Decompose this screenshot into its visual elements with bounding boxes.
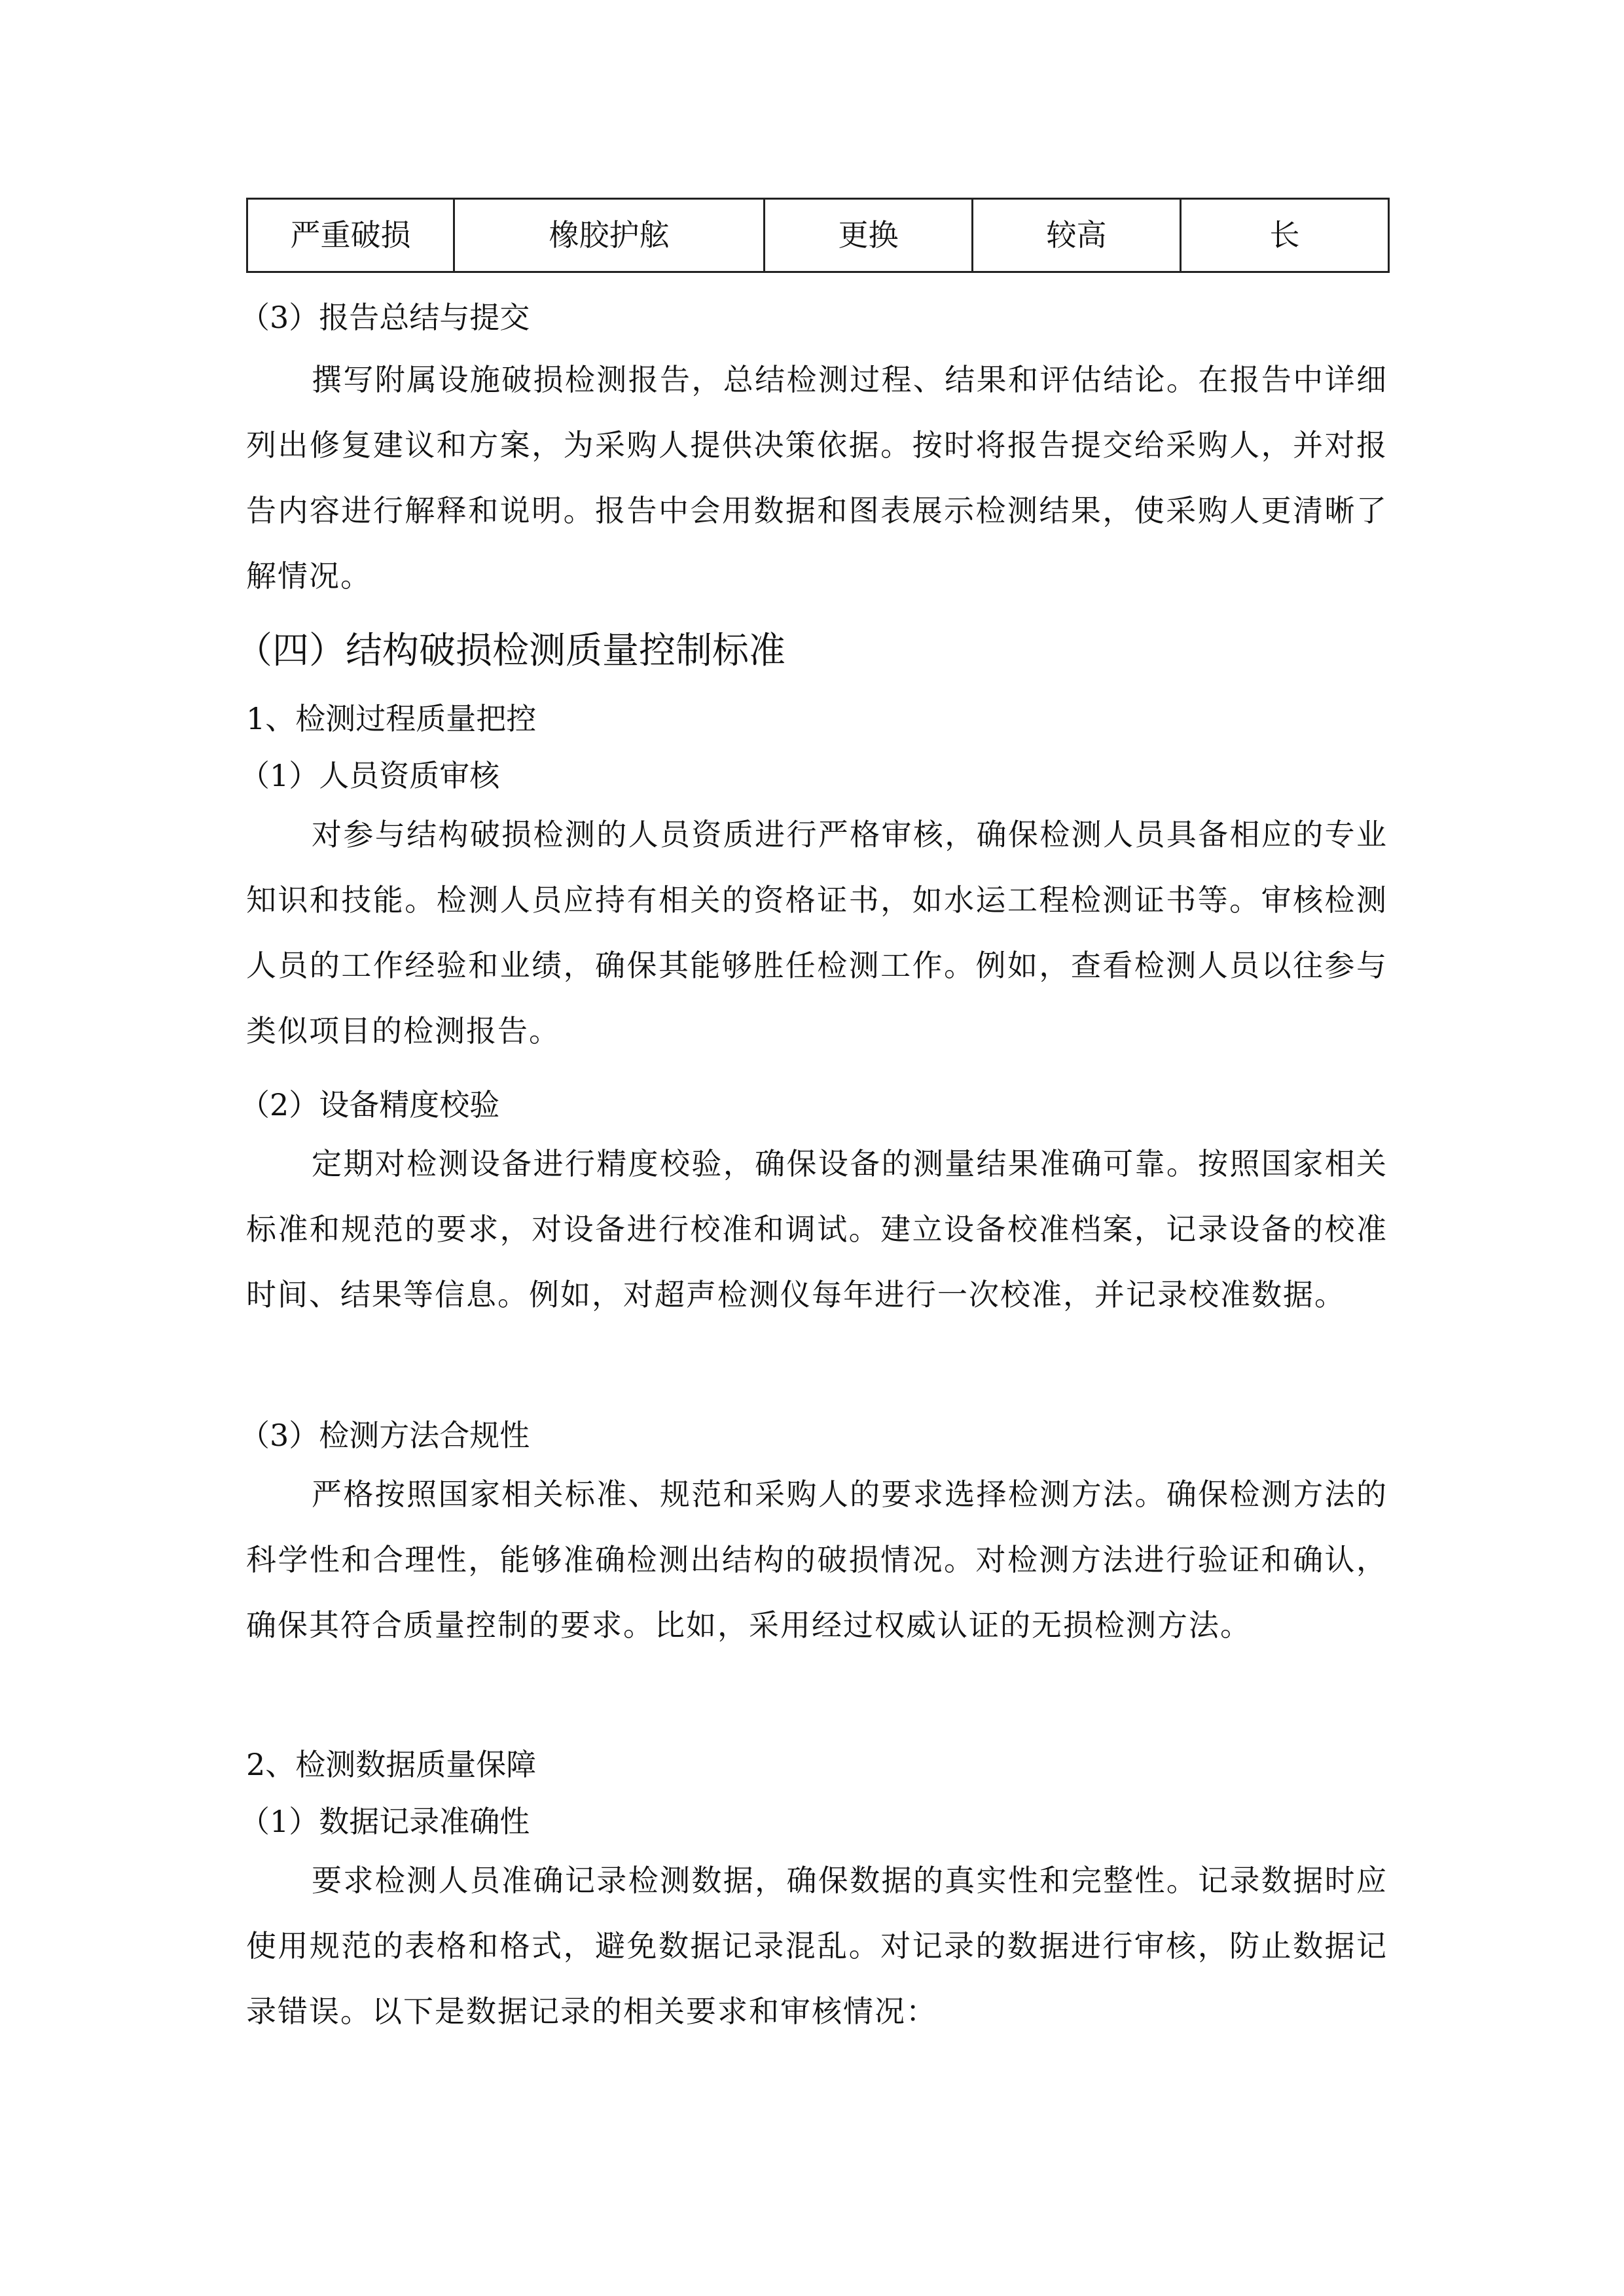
subheading-personnel-qualification: （1）人员资质审核 [240,758,500,793]
section-title-quality-control: （四）结构破损检测质量控制标准 [236,630,785,672]
damage-table-tail [246,198,1390,273]
table-row [247,199,1389,272]
subheading-data-accuracy: （1）数据记录准确性 [240,1804,530,1839]
table-cell-cost: 较高 [973,199,1181,272]
table-cell-period: 长 [1181,199,1389,272]
table-cell-measure: 更换 [765,199,973,272]
table-cell-damage-level: 严重破损 [247,199,454,272]
paragraph-method-compliance: 严格按照国家相关标准、规范和采购人的要求选择检测方法。确保检测方法的科学性和合理性，能够准确检测出结构的破损情况。对检测方法进行验证和确认，确保其符合质量控制的要求。比如，采用经过权威认证的无损检测方法。 [246,1477,1388,1643]
subheading-report-summary: （3）报告总结与提交 [240,300,530,335]
paragraph-data-accuracy: 要求检测人员准确记录检测数据，确保数据的真实性和完整性。记录数据时应使用规范的表格和格式，避免数据记录混乱。对记录的数据进行审核，防止数据记录错误。以下是数据记录的相关要求和审核情况： [246,1863,1388,2029]
heading-process-quality: 1、检测过程质量把控 [246,701,537,736]
paragraph-equipment-calibration: 定期对检测设备进行精度校验，确保设备的测量结果准确可靠。按照国家相关标准和规范的要求，对设备进行校准和调试。建立设备校准档案，记录设备的校准时间、结果等信息。例如，对超声检测仪每年进行一次校准，并记录校准数据。 [246,1146,1388,1312]
paragraph-personnel-qualification: 对参与结构破损检测的人员资质进行严格审核，确保检测人员具备相应的专业知识和技能。检测人员应持有相关的资格证书，如水运工程检测证书等。审核检测人员的工作经验和业绩，确保其能够胜任检测工作。例如，查看检测人员以往参与类似项目的检测报告。 [246,817,1388,1049]
paragraph-report-summary: 撰写附属设施破损检测报告，总结检测过程、结果和评估结论。在报告中详细列出修复建议和方案，为采购人提供决策依据。按时将报告提交给采购人，并对报告内容进行解释和说明。报告中会用数据和图表展示检测结果，使采购人更清晰了解情况。 [246,362,1388,594]
subheading-method-compliance: （3）检测方法合规性 [240,1418,530,1453]
table-cell-component: 橡胶护舷 [454,199,765,272]
subheading-equipment-calibration: （2）设备精度校验 [240,1087,500,1122]
heading-data-quality: 2、检测数据质量保障 [246,1747,537,1782]
